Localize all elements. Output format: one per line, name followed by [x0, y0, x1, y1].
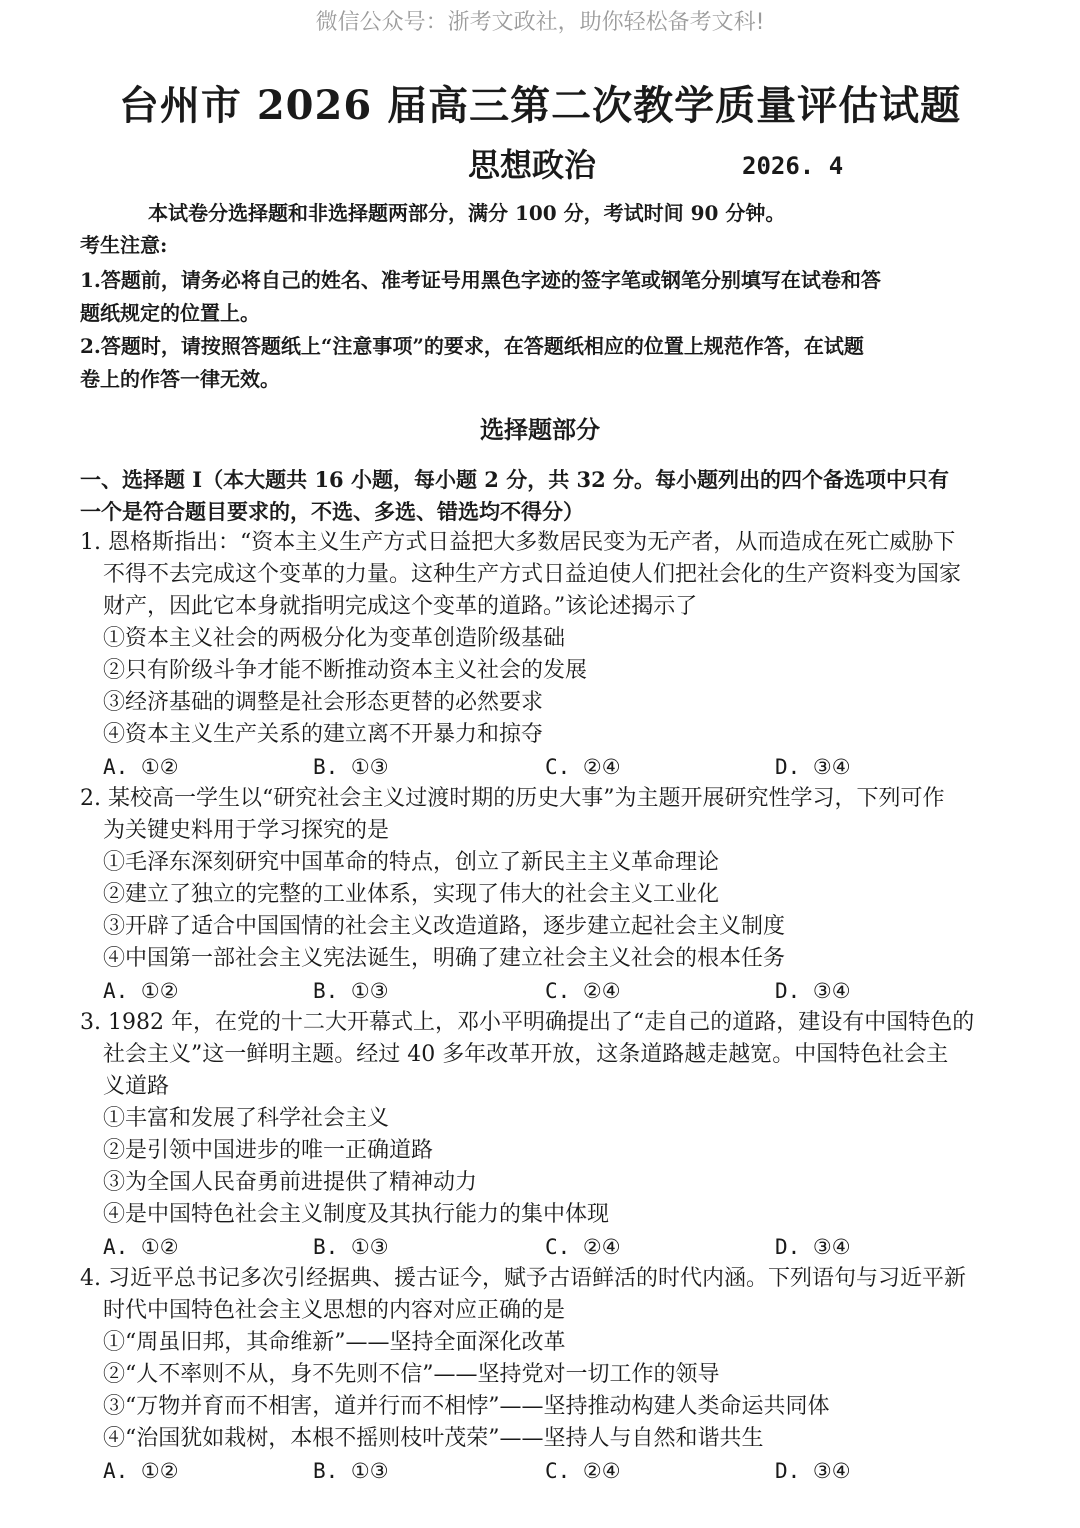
question-item: ④中国第一部社会主义宪法诞生，明确了建立社会主义社会的根本任务	[103, 946, 786, 971]
page-title: 台州市 2026 届高三第二次教学质量评估试题	[118, 82, 962, 129]
intro-text: 本试卷分选择题和非选择题两部分，满分 100 分，考试时间 90 分钟。	[148, 201, 786, 225]
notice-line: 卷上的作答一律无效。	[80, 367, 280, 391]
notice-line: 1.答题前，请务必将自己的姓名、准考证号用黑色字迹的签字笔或钢笔分别填写在试卷和答	[80, 268, 881, 292]
option-a: A. ①②	[103, 755, 179, 779]
question-item: ④是中国特色社会主义制度及其执行能力的集中体现	[103, 1202, 610, 1227]
notice-heading: 考生注意:	[80, 233, 168, 257]
exam-date: 2026. 4	[742, 152, 844, 180]
question-item: ③经济基础的调整是社会形态更替的必然要求	[103, 690, 544, 715]
question-item: ②“人不率则不从，身不先则不信”——坚持党对一切工作的领导	[103, 1362, 720, 1387]
question-item: ①丰富和发展了科学社会主义	[103, 1106, 390, 1131]
part-heading: 一个是符合题目要求的，不选、多选、错选均不得分）	[80, 499, 584, 524]
option-c: C. ②④	[545, 1459, 621, 1483]
question-stem: 为关键史料用于学习探究的是	[103, 818, 390, 843]
question-item: ②是引领中国进步的唯一正确道路	[103, 1138, 434, 1163]
option-b: B. ①③	[313, 755, 389, 779]
question-stem: 3. 1982 年，在党的十二大开幕式上，邓小平明确提出了“走自己的道路，建设有中国特色的	[80, 1010, 975, 1035]
question-item: ①“周虽旧邦，其命维新”——坚持全面深化改革	[103, 1330, 566, 1355]
watermark: 微信公众号：浙考文政社，助你轻松备考文科!	[315, 10, 765, 35]
part-heading: 一、选择题 I（本大题共 16 小题，每小题 2 分，共 32 分。每小题列出的四个备选项中只有	[80, 467, 950, 492]
option-a: A. ①②	[103, 1459, 179, 1483]
option-c: C. ②④	[545, 979, 621, 1003]
option-a: A. ①②	[103, 979, 179, 1003]
question-item: ②只有阶级斗争才能不断推动资本主义社会的发展	[103, 658, 588, 683]
subject-title: 思想政治	[468, 146, 597, 184]
question-item: ④“治国犹如栽树，本根不摇则枝叶茂荣”——坚持人与自然和谐共生	[103, 1426, 764, 1451]
question-stem: 社会主义”这一鲜明主题。经过 40 多年改革开放，这条道路越走越宽。中国特色社会主	[103, 1042, 949, 1067]
question-stem: 不得不去完成这个变革的力量。这种生产方式日益迫使人们把社会化的生产资料变为国家	[103, 562, 962, 587]
question-stem: 义道路	[103, 1074, 170, 1099]
question-item: ③“万物并育而不相害，道并行而不相悖”——坚持推动构建人类命运共同体	[103, 1394, 830, 1419]
option-c: C. ②④	[545, 755, 621, 779]
notice-line: 2.答题时，请按照答题纸上“注意事项”的要求，在答题纸相应的位置上规范作答，在试题	[80, 334, 864, 358]
question-item: ④资本主义生产关系的建立离不开暴力和掠夺	[103, 722, 544, 747]
question-stem: 1. 恩格斯指出：“资本主义生产方式日益把大多数居民变为无产者，从而造成在死亡威胁下	[80, 530, 956, 555]
question-item: ③为全国人民奋勇前进提供了精神动力	[103, 1170, 478, 1195]
question-stem: 2. 某校高一学生以“研究社会主义过渡时期的历史大事”为主题开展研究性学习，下列可作	[80, 786, 945, 811]
option-d: D. ③④	[775, 979, 851, 1003]
section-title: 选择题部分	[480, 415, 600, 444]
question-item: ①毛泽东深刻研究中国革命的特点，创立了新民主主义革命理论	[103, 850, 720, 875]
question-item: ①资本主义社会的两极分化为变革创造阶级基础	[103, 626, 566, 651]
option-d: D. ③④	[775, 755, 851, 779]
option-b: B. ①③	[313, 1459, 389, 1483]
question-stem: 财产，因此它本身就指明完成这个变革的道路。”该论述揭示了	[103, 594, 698, 619]
question-stem: 时代中国特色社会主义思想的内容对应正确的是	[103, 1298, 566, 1323]
option-a: A. ①②	[103, 1235, 179, 1259]
option-d: D. ③④	[775, 1459, 851, 1483]
notice-line: 题纸规定的位置上。	[80, 301, 260, 325]
question-item: ③开辟了适合中国国情的社会主义改造道路，逐步建立起社会主义制度	[103, 914, 786, 939]
option-b: B. ①③	[313, 1235, 389, 1259]
question-item: ②建立了独立的完整的工业体系，实现了伟大的社会主义工业化	[103, 882, 720, 907]
question-stem: 4. 习近平总书记多次引经据典、援古证今，赋予古语鲜活的时代内涵。下列语句与习近平新	[80, 1266, 966, 1291]
option-b: B. ①③	[313, 979, 389, 1003]
option-d: D. ③④	[775, 1235, 851, 1259]
option-c: C. ②④	[545, 1235, 621, 1259]
